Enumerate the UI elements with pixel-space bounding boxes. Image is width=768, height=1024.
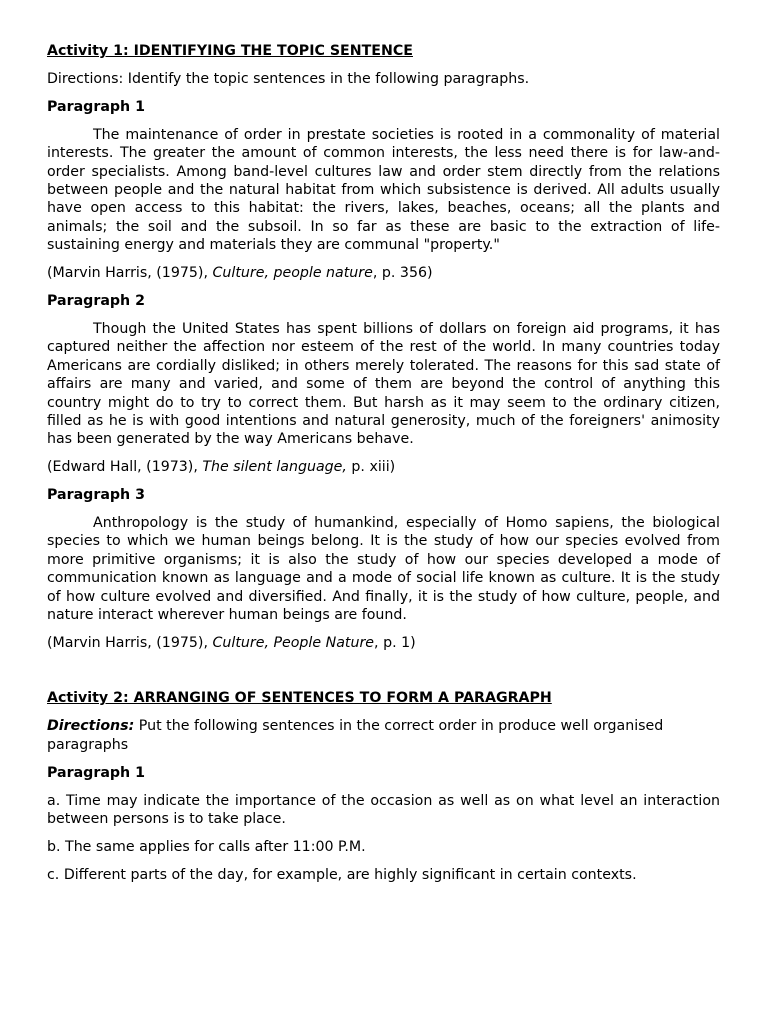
paragraph-1-text: The maintenance of order in prestate societies is rooted in a commonality of material interests. The greater the amount of common interests, the less need there is for law-and-order specialists. Among band-level cultures law and order stem directly from the relations between people and the natural habitat from which subsistence is derived. All adults usually have open access to this habitat: the rivers, lakes, beaches, oceans; all the plants and animals; the soil and the subsoil. In so far as these are basic to the extraction of life-sustaining energy and materials they are communal "property.": [47, 126, 720, 254]
directions-text: Put the following sentences in the correct order in produce well organised paragraphs: [47, 718, 664, 753]
paragraph-1-citation: [47, 264, 720, 282]
paragraph-2-label: Paragraph 2: [47, 292, 145, 309]
sentence-item-b: b. The same applies for calls after 11:00 P.M.: [47, 838, 366, 855]
paragraph-2-citation: [47, 458, 720, 476]
citation-title: Culture, People Nature: [212, 634, 375, 651]
citation-suffix: , p. 356): [372, 265, 433, 282]
paragraph-3-citation: [47, 634, 720, 652]
activity-2-heading: Activity 2: ARRANGING OF SENTENCES TO FORM A PARAGRAPH: [47, 690, 552, 707]
activity-2-section: [47, 689, 720, 884]
paragraph-3-text: Anthropology is the study of humankind, especially of Homo sapiens, the biological species to which we human beings belong. It is the study of how our species evolved from more primitive organisms; it is also the study of how our species developed a mode of communication known as language and a mode of social life known as culture. It is the study of how culture evolved and diversified. And finally, it is the study of how culture, people, and nature interact wherever human beings are found.: [47, 515, 720, 624]
citation-title: Culture, people nature: [212, 265, 373, 282]
directions-label: Directions:: [47, 718, 135, 735]
citation-title: The silent language,: [202, 459, 347, 476]
citation-prefix: (Marvin Harris, (1975),: [47, 265, 213, 282]
paragraph-1-label: Paragraph 1: [47, 98, 145, 115]
paragraph-2-text: Though the United States has spent billions of dollars on foreign aid programs, it has captured neither the affection nor esteem of the rest of the world. In many countries today Americans are cordially disliked; in others merely tolerated. The reasons for this sad state of affairs are many and varied, and some of them are beyond the control of anything this country might do to try to correct them. But harsh as it may seem to the ordinary citizen, filled as he is with good intentions and natural generosity, much of the foreigners' animosity has been generated by the way Americans behave.: [47, 320, 720, 448]
paragraph-3-label: Paragraph 3: [47, 487, 145, 504]
activity-1-section: [47, 42, 720, 652]
sentence-item-c: c. Different parts of the day, for example, are highly significant in certain contexts.: [47, 866, 637, 883]
activity-2-directions: [47, 717, 720, 754]
sentence-item-a: a. Time may indicate the importance of the occasion as well as on what level an interaction between persons is to take place.: [47, 792, 720, 827]
activity-1-heading: Activity 1: IDENTIFYING THE TOPIC SENTENCE: [47, 43, 413, 59]
activity-1-directions: Directions: Identify the topic sentences in the following paragraphs.: [47, 70, 530, 87]
citation-suffix: p. xiii): [346, 459, 396, 476]
citation-prefix: (Edward Hall, (1973),: [47, 459, 203, 476]
citation-prefix: (Marvin Harris, (1975),: [47, 634, 213, 651]
activity-2-paragraph-label: Paragraph 1: [47, 764, 145, 781]
citation-suffix: , p. 1): [374, 634, 416, 651]
